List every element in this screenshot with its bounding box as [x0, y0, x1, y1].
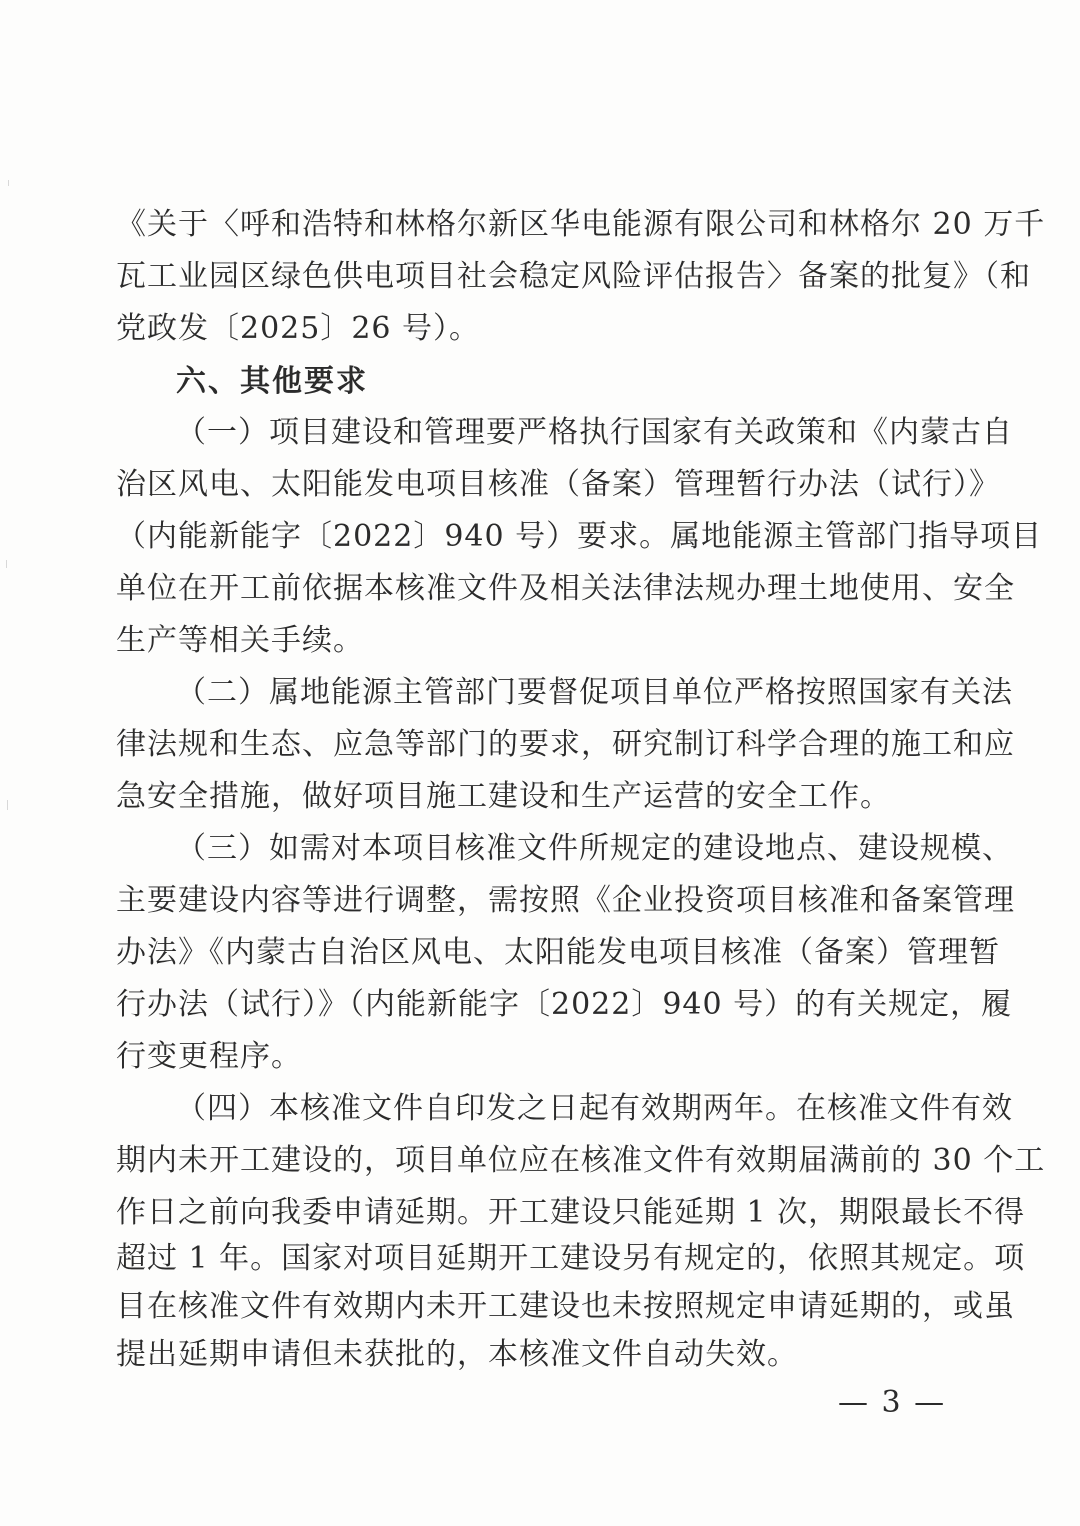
text-line: 办法》《内蒙古自治区风电、太阳能发电项目核准（备案）管理暂 [116, 935, 1000, 970]
text-line: 单位在开工前依据本核准文件及相关法律法规办理土地使用、安全 [116, 571, 1015, 606]
page-number: — 3 — [838, 1385, 947, 1420]
scan-speck [7, 800, 8, 810]
text-line: 瓦工业园区绿色供电项目社会稳定风险评估报告〉备案的批复》（和 [116, 259, 1031, 294]
text-line: （内能新能字〔2022〕940 号）要求。属地能源主管部门指导项目 [116, 519, 1043, 554]
text-line: 期内未开工建设的，项目单位应在核准文件有效期届满前的 30 个工 [116, 1143, 1046, 1178]
section-heading: 六、其他要求 [176, 364, 368, 399]
text-line: 生产等相关手续。 [116, 623, 364, 658]
text-line: 行办法（试行）》（内能新能字〔2022〕940 号）的有关规定，履 [116, 987, 1013, 1022]
text-line: （四）本核准文件自印发之日起有效期两年。在核准文件有效 [176, 1091, 1013, 1126]
text-line: 党政发〔2025〕26 号）。 [116, 311, 481, 346]
scan-speck [6, 560, 7, 568]
text-line: 主要建设内容等进行调整，需按照《企业投资项目核准和备案管理 [116, 883, 1015, 918]
text-line: 作日之前向我委申请延期。开工建设只能延期 1 次，期限最长不得 [116, 1195, 1026, 1230]
text-line: （三）如需对本项目核准文件所规定的建设地点、建设规模、 [176, 831, 1013, 866]
text-line: 行变更程序。 [116, 1039, 302, 1074]
text-line: 治区风电、太阳能发电项目核准（备案）管理暂行办法（试行）》 [116, 467, 1000, 502]
text-line: 《关于〈呼和浩特和林格尔新区华电能源有限公司和林格尔 20 万千 [116, 207, 1046, 242]
text-line: 目在核准文件有效期内未开工建设也未按照规定申请延期的，或虽 [116, 1289, 1015, 1324]
text-line: （一）项目建设和管理要严格执行国家有关政策和《内蒙古自 [176, 415, 1013, 450]
scan-speck [8, 180, 9, 186]
text-line: 超过 1 年。国家对项目延期开工建设另有规定的，依照其规定。项 [116, 1241, 1026, 1276]
text-line: 急安全措施，做好项目施工建设和生产运营的安全工作。 [116, 779, 891, 814]
text-line: 律法规和生态、应急等部门的要求，研究制订科学合理的施工和应 [116, 727, 1015, 762]
text-line: （二）属地能源主管部门要督促项目单位严格按照国家有关法 [176, 675, 1013, 710]
text-line: 提出延期申请但未获批的，本核准文件自动失效。 [116, 1337, 798, 1372]
